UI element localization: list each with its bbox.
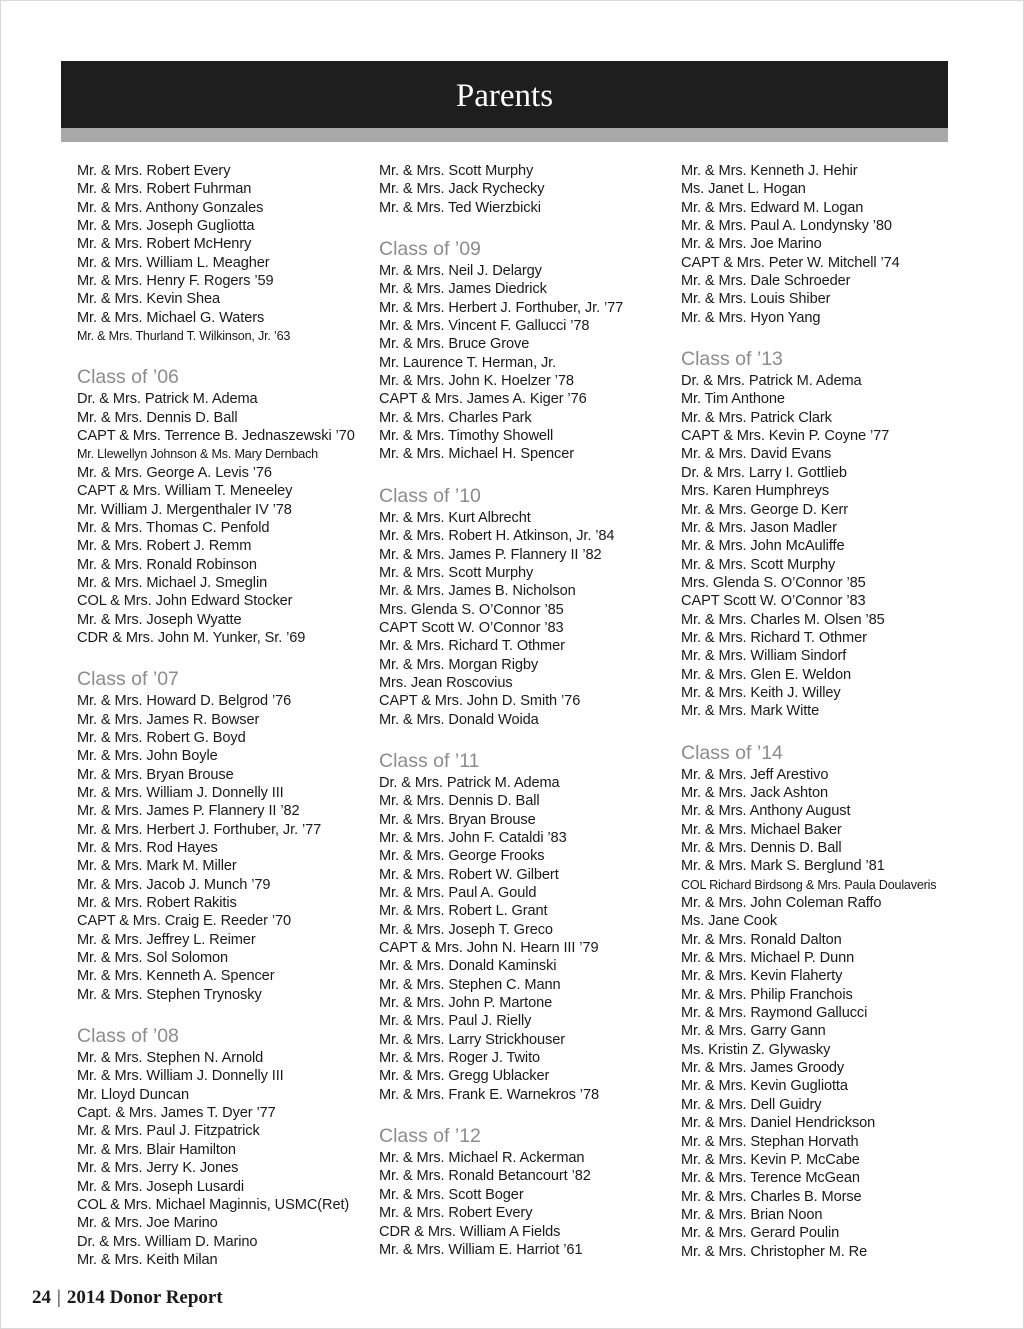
donor-name: Ms. Kristin Z. Glywasky [681, 1041, 831, 1058]
donor-name: Mr. & Mrs. Stephan Horvath [681, 1133, 859, 1150]
donor-name: Mr. & Mrs. Joseph Lusardi [77, 1178, 245, 1195]
donor-name: Mr. & Mrs. Ronald Robinson [77, 556, 257, 573]
donor-section [379, 162, 679, 217]
donor-name: Mr. & Mrs. Henry F. Rogers ’59 [77, 273, 274, 290]
donor-name: Mr. & Mrs. Dennis D. Ball [379, 793, 540, 810]
donor-name: Mr. & Mrs. Joseph Gugliotta [77, 218, 255, 235]
donor-name: CAPT & Mrs. James A. Kiger ’76 [379, 391, 587, 408]
donor-name: Mr. & Mrs. Charles B. Morse [681, 1188, 862, 1205]
donor-name: Mr. & Mrs. Kurt Albrecht [379, 509, 531, 526]
donor-name: CDR & Mrs. William A Fields [379, 1223, 561, 1240]
donor-name: Mr. & Mrs. Ronald Betancourt ’82 [379, 1168, 591, 1185]
donor-name: Mr. & Mrs. George Frooks [379, 848, 545, 865]
donor-name: Mr. & Mrs. Philip Franchois [681, 986, 853, 1003]
donor-name: Mr. & Mrs. Garry Gann [681, 1023, 826, 1040]
donor-name: Mr. & Mrs. Dale Schroeder [681, 273, 851, 290]
donor-name: Mr. & Mrs. Glen E. Weldon [681, 666, 851, 683]
donor-section [681, 162, 981, 327]
donor-name: Mr. & Mrs. William L. Meagher [77, 254, 270, 271]
donor-name: CAPT & Mrs. Craig E. Reeder ’70 [77, 913, 291, 930]
donor-name: Mr. & Mrs. Stephen Trynosky [77, 986, 262, 1003]
donor-section [77, 162, 377, 345]
donor-name: Mr. & Mrs. Donald Woida [379, 711, 539, 728]
donor-name: Mr. & Mrs. Bryan Brouse [379, 811, 536, 828]
donor-name: CAPT & Mrs. William T. Meneeley [77, 483, 293, 500]
donor-name: Mr. & Mrs. Christopher M. Re [681, 1243, 868, 1260]
class-year-heading: Class of ’08 [77, 1025, 179, 1048]
donor-name: Mr. & Mrs. Thomas C. Penfold [77, 519, 270, 536]
class-year-heading: Class of ’10 [379, 484, 481, 507]
donor-section [379, 1125, 679, 1259]
donor-name: Mr. & Mrs. Robert H. Atkinson, Jr. ’84 [379, 528, 615, 545]
donor-name: Mr. & Mrs. Vincent F. Gallucci ’78 [379, 318, 590, 335]
class-year-heading: Class of ’09 [379, 238, 481, 261]
donor-name: Mr. & Mrs. Jason Madler [681, 519, 837, 536]
donor-section [77, 366, 377, 647]
donor-name: Mr. & Mrs. Michael J. Smeglin [77, 574, 268, 591]
donor-name: CDR & Mrs. John M. Yunker, Sr. ’69 [77, 629, 306, 646]
donor-section [681, 742, 981, 1261]
donor-name: Mr. & Mrs. Scott Murphy [681, 556, 836, 573]
donor-name: Mr. & Mrs. John Boyle [77, 748, 218, 765]
donor-name: COL & Mrs. Michael Maginnis, USMC(Ret) [77, 1196, 350, 1213]
donor-name: Mr. & Mrs. Mark Witte [681, 703, 820, 720]
donor-name: Mr. & Mrs. John Coleman Raffo [681, 895, 882, 912]
donor-name: Mr. & Mrs. Michael Baker [681, 821, 842, 838]
donor-name: Mrs. Glenda S. O’Connor ’85 [379, 601, 564, 618]
donor-name: Mr. & Mrs. Scott Murphy [379, 564, 534, 581]
class-year-heading: Class of ’12 [379, 1125, 481, 1148]
donor-name: Mr. & Mrs. Larry Strickhouser [379, 1031, 566, 1048]
donor-name: Mr. & Mrs. Paul A. Gould [379, 885, 537, 901]
donor-name: CAPT & Mrs. Kevin P. Coyne ’77 [681, 428, 890, 445]
donor-name: Mr. & Mrs. John K. Hoelzer ’78 [379, 373, 574, 390]
column-3 [681, 162, 981, 1282]
donor-name: Mr. & Mrs. Bruce Grove [379, 336, 530, 353]
donor-name: Mr. & Mrs. Michael H. Spencer [379, 446, 574, 463]
donor-section [379, 238, 679, 464]
donor-name: Mr. & Mrs. Raymond Gallucci [681, 1005, 868, 1022]
donor-name: Mr. & Mrs. Joseph T. Greco [379, 921, 553, 938]
donor-name: CAPT & Mrs. John D. Smith ’76 [379, 693, 581, 710]
donor-name: Capt. & Mrs. James T. Dyer ’77 [77, 1105, 276, 1122]
donor-name: Mr. & Mrs. James P. Flannery II ’82 [379, 546, 602, 563]
donor-name: Mr. & Mrs. Terence McGean [681, 1170, 860, 1187]
page-footer [32, 1287, 223, 1309]
donor-name: Mr. & Mrs. Dennis D. Ball [681, 840, 842, 856]
donor-name: Mr. & Mrs. Rod Hayes [77, 840, 218, 856]
donor-name: Mr. & Mrs. Robert G. Boyd [77, 729, 246, 746]
donor-name: Mr. & Mrs. John F. Cataldi ’83 [379, 829, 567, 846]
donor-name: Dr. & Mrs. Larry I. Gottlieb [681, 464, 847, 481]
donor-name: Mr. & Mrs. James Groody [681, 1060, 845, 1077]
donor-name: Mr. & Mrs. James P. Flannery II ’82 [77, 803, 300, 820]
donor-name: Dr. & Mrs. Patrick M. Adema [77, 391, 258, 408]
donor-name: Mr. Lloyd Duncan [77, 1086, 189, 1103]
donor-name: Mrs. Karen Humphreys [681, 483, 830, 500]
donor-name: Mr. & Mrs. Anthony August [681, 803, 851, 820]
donor-name: Mr. & Mrs. Louis Shiber [681, 291, 831, 308]
page-number: 24 [32, 1287, 51, 1308]
class-year-heading: Class of ’06 [77, 366, 179, 389]
class-year-heading: Class of ’13 [681, 348, 783, 371]
donor-name: Mr. & Mrs. Kenneth J. Hehir [681, 163, 858, 179]
donor-name: Mr. & Mrs. Jack Ashton [681, 784, 829, 801]
donor-name: Mr. & Mrs. Robert Every [379, 1205, 533, 1222]
donor-name: Mr. & Mrs. James B. Nicholson [379, 583, 576, 600]
class-year-heading: Class of ’14 [681, 741, 783, 764]
donor-name: Mr. & Mrs. Keith Milan [77, 1251, 218, 1268]
donor-name: Mr. & Mrs. Ronald Dalton [681, 931, 842, 948]
donor-name: Mr. & Mrs. Paul A. Londynsky ’80 [681, 218, 892, 235]
donor-name: Mrs. Jean Roscovius [379, 674, 513, 691]
donor-name: CAPT & Mrs. Terrence B. Jednaszewski ’70 [77, 428, 355, 445]
donor-name: Mr. & Mrs. Frank E. Warnekros ’78 [379, 1086, 599, 1103]
donor-name: CAPT & Mrs. Peter W. Mitchell ’74 [681, 254, 900, 271]
donor-name: Mr. & Mrs. Bryan Brouse [77, 766, 234, 783]
donor-name: Mr. & Mrs. Robert J. Remm [77, 538, 252, 555]
donor-section [681, 348, 981, 721]
donor-name: Mr. & Mrs. William E. Harriot ’61 [379, 1241, 583, 1258]
column-1 [77, 162, 377, 1290]
donor-name: Mr. & Mrs. Scott Murphy [379, 163, 534, 179]
donor-name: Mr. & Mrs. Joseph Wyatte [77, 611, 242, 628]
donor-name: Mrs. Glenda S. O’Connor ’85 [681, 574, 866, 591]
donor-name: Mr. & Mrs. Kevin Flaherty [681, 968, 843, 985]
donor-name: Mr. & Mrs. David Evans [681, 446, 832, 463]
donor-name: Mr. & Mrs. James Diedrick [379, 281, 547, 298]
donor-name: Mr. & Mrs. Donald Kaminski [379, 958, 557, 975]
header-band [61, 128, 948, 142]
donor-name: Mr. & Mrs. Paul J. Rielly [379, 1013, 532, 1030]
donor-name: Mr. & Mrs. Hyon Yang [681, 309, 821, 326]
donor-name: Mr. & Mrs. Kenneth A. Spencer [77, 968, 275, 985]
donor-name: Mr. & Mrs. James R. Bowser [77, 711, 260, 728]
donor-name: Mr. & Mrs. Timothy Showell [379, 428, 554, 445]
donor-name: Mr. & Mrs. Roger J. Twito [379, 1050, 541, 1067]
donor-name: CAPT & Mrs. John N. Hearn III ’79 [379, 940, 599, 957]
donor-name: Mr. & Mrs. Scott Boger [379, 1186, 524, 1203]
donor-name: Mr. & Mrs. Kevin Shea [77, 291, 221, 308]
donor-name: Mr. Tim Anthone [681, 391, 785, 408]
donor-name: Mr. & Mrs. Blair Hamilton [77, 1141, 236, 1158]
donor-name: Mr. & Mrs. William Sindorf [681, 648, 847, 665]
donor-name: Mr. & Mrs. Joe Marino [77, 1215, 218, 1232]
donor-name: CAPT Scott W. O’Connor ’83 [681, 593, 866, 610]
donor-name: Mr. & Mrs. Charles Park [379, 409, 532, 426]
donor-name: Mr. & Mrs. Ted Wierzbicki [379, 199, 541, 216]
donor-name: Mr. & Mrs. Patrick Clark [681, 409, 832, 426]
donor-name: Mr. & Mrs. Kevin Gugliotta [681, 1078, 848, 1095]
donor-name: Mr. & Mrs. Anthony Gonzales [77, 199, 264, 216]
page-title: Parents [455, 78, 554, 114]
donor-name: Ms. Jane Cook [681, 913, 778, 930]
donor-name: Mr. & Mrs. Paul J. Fitzpatrick [77, 1123, 260, 1140]
donor-name: Mr. & Mrs. Morgan Rigby [379, 656, 539, 673]
donor-name: Mr. & Mrs. Robert W. Gilbert [379, 866, 559, 883]
donor-name: Mr. & Mrs. Stephen C. Mann [379, 976, 561, 993]
donor-name: Mr. & Mrs. John McAuliffe [681, 538, 845, 555]
donor-section [379, 750, 679, 1104]
donor-name: Mr. & Mrs. Mark M. Miller [77, 858, 237, 875]
donor-name: Mr. & Mrs. Edward M. Logan [681, 199, 864, 216]
donor-name: Mr. & Mrs. Michael G. Waters [77, 309, 265, 326]
donor-name: Mr. & Mrs. Herbert J. Forthuber, Jr. ’77 [379, 299, 624, 316]
donor-name: Dr. & Mrs. Patrick M. Adema [681, 373, 862, 390]
donor-name: Mr. & Mrs. Robert Rakitis [77, 895, 237, 912]
donor-name: Mr. Laurence T. Herman, Jr. [379, 354, 557, 371]
donor-name: CAPT Scott W. O’Connor ’83 [379, 619, 564, 636]
class-year-heading: Class of ’07 [77, 668, 179, 691]
donor-name: Mr. & Mrs. Jeff Arestivo [681, 766, 829, 783]
donor-name: Mr. & Mrs. Jacob J. Munch ’79 [77, 876, 271, 893]
donor-name: Mr. & Mrs. Robert Fuhrman [77, 181, 252, 198]
donor-name: Mr. & Mrs. Dennis D. Ball [77, 409, 238, 426]
donor-name: Mr. & Mrs. Mark S. Berglund ’81 [681, 858, 885, 875]
donor-name: Mr. & Mrs. George D. Kerr [681, 501, 848, 518]
donor-name: Mr. & Mrs. Neil J. Delargy [379, 263, 542, 280]
donor-name: Mr. & Mrs. William J. Donnelly III [77, 1068, 284, 1085]
donor-section [77, 668, 377, 1004]
donor-name: Mr. & Mrs. Richard T. Othmer [379, 638, 565, 655]
donor-name: Mr. & Mrs. Thurland T. Wilkinson, Jr. ’63 [77, 329, 291, 344]
donor-name: Mr. Llewellyn Johnson & Ms. Mary Dernbach [77, 447, 318, 462]
donor-name: Mr. & Mrs. Michael P. Dunn [681, 950, 855, 967]
donor-name: Ms. Janet L. Hogan [681, 181, 806, 198]
publication-title: 2014 Donor Report [66, 1287, 223, 1308]
donor-name: Mr. & Mrs. Keith J. Willey [681, 684, 841, 701]
donor-name: Mr. & Mrs. Howard D. Belgrod ’76 [77, 693, 292, 710]
donor-name: Mr. & Mrs. Jerry K. Jones [77, 1160, 239, 1177]
donor-name: Mr. & Mrs. Jeffrey L. Reimer [77, 931, 256, 948]
footer-separator: | [57, 1287, 61, 1308]
donor-name: Mr. & Mrs. Michael R. Ackerman [379, 1150, 585, 1167]
donor-name: Mr. & Mrs. Gregg Ublacker [379, 1068, 550, 1085]
donor-name: Mr. & Mrs. Robert L. Grant [379, 903, 548, 920]
donor-name: Mr. & Mrs. Kevin P. McCabe [681, 1151, 860, 1168]
donor-name: COL & Mrs. John Edward Stocker [77, 593, 293, 610]
donor-name: Mr. William J. Mergenthaler IV ’78 [77, 501, 292, 518]
donor-name: Mr. & Mrs. Jack Rychecky [379, 181, 545, 198]
donor-name: Mr. & Mrs. William J. Donnelly III [77, 784, 284, 801]
donor-name: Mr. & Mrs. Robert McHenry [77, 236, 252, 253]
donor-name: Mr. & Mrs. Stephen N. Arnold [77, 1050, 264, 1067]
donor-name: Mr. & Mrs. Charles M. Olsen ’85 [681, 611, 885, 628]
donor-name: Dr. & Mrs. Patrick M. Adema [379, 774, 560, 791]
donor-name: Mr. & Mrs. Sol Solomon [77, 950, 229, 967]
donor-name: Mr. & Mrs. George A. Levis ’76 [77, 464, 272, 481]
donor-name: Mr. & Mrs. Robert Every [77, 163, 231, 179]
donor-section [379, 485, 679, 729]
donor-name: Mr. & Mrs. Daniel Hendrickson [681, 1115, 876, 1132]
donor-name: Mr. & Mrs. John P. Martone [379, 995, 553, 1012]
donor-name: Dr. & Mrs. William D. Marino [77, 1233, 258, 1250]
donor-name: Mr. & Mrs. Richard T. Othmer [681, 629, 867, 646]
donor-name: Mr. & Mrs. Gerard Poulin [681, 1225, 840, 1242]
donor-name: Mr. & Mrs. Dell Guidry [681, 1096, 822, 1113]
donor-name: Mr. & Mrs. Joe Marino [681, 236, 822, 253]
donor-name: COL Richard Birdsong & Mrs. Paula Doulaveris [681, 877, 937, 892]
donor-name: Mr. & Mrs. Herbert J. Forthuber, Jr. ’77 [77, 821, 322, 838]
donor-section [77, 1025, 377, 1269]
column-2 [379, 162, 679, 1280]
class-year-heading: Class of ’11 [379, 749, 480, 772]
header-banner [61, 61, 948, 128]
donor-name: Mr. & Mrs. Brian Noon [681, 1206, 823, 1223]
